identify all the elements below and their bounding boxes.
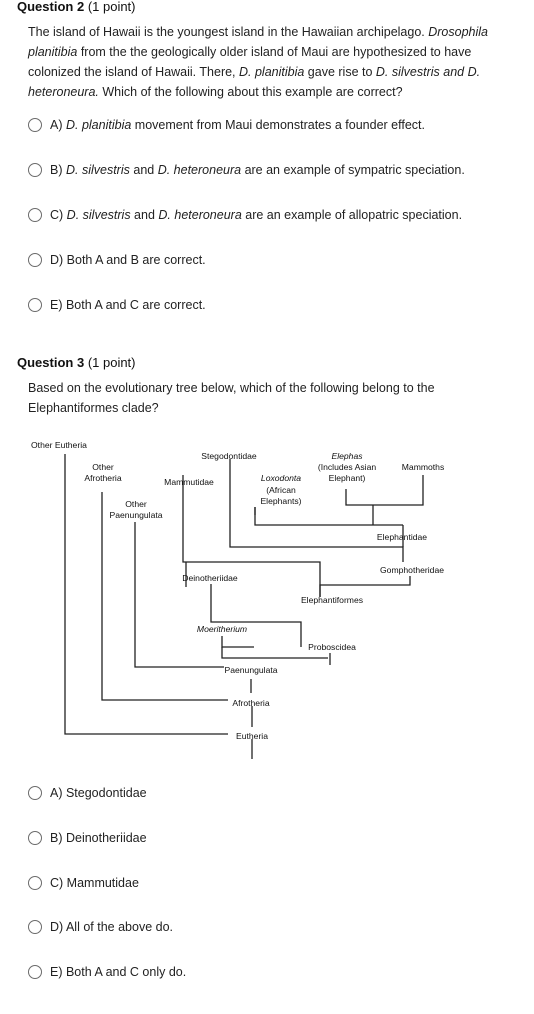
label-other-afrotheria-1: Other — [92, 462, 114, 472]
label-deinotheriidae: Deinotheriidae — [182, 573, 238, 583]
label-loxodonta-3: Elephants) — [260, 496, 302, 506]
branch-loxodonta — [255, 507, 403, 525]
label-eutheria: Eutheria — [235, 731, 269, 741]
label-other-eutheria: Other Eutheria — [31, 440, 87, 450]
label-elephas-1: Elephas — [331, 451, 363, 461]
radio-button[interactable] — [28, 965, 42, 979]
question-3-title: Question 3 — [17, 355, 85, 370]
option-label: D) All of the above do. — [50, 920, 173, 934]
stem-line: Elephantiformes clade? — [28, 401, 159, 415]
label-other-paenungulata-2: Paenungulata — [109, 510, 163, 520]
label-gomphotheridae: Gomphotheridae — [379, 565, 445, 575]
radio-button[interactable] — [28, 118, 42, 132]
q2-option-c[interactable] — [28, 208, 462, 222]
q3-option-d[interactable] — [28, 920, 173, 934]
q3-option-e[interactable] — [28, 965, 186, 979]
q3-option-a[interactable] — [28, 786, 147, 800]
label-loxodonta-1: Loxodonta — [260, 473, 302, 483]
option-label: B) D. silvestris and D. heteroneura are an example of sympatric speciation. — [50, 163, 465, 177]
q2-option-d[interactable] — [28, 253, 206, 267]
radio-button[interactable] — [28, 786, 42, 800]
label-proboscidea: Proboscidea — [308, 642, 356, 652]
option-label: C) Mammutidae — [50, 876, 139, 890]
label-mammutidae: Mammutidae — [164, 477, 214, 487]
branch-deinotheriidae — [211, 584, 301, 647]
branch-other-eutheria — [65, 454, 228, 734]
label-elephantiformes: Elephantiformes — [300, 595, 364, 605]
label-moeritherium: Moeritherium — [196, 624, 248, 634]
label-other-afrotheria-2: Afrotheria — [84, 473, 122, 483]
radio-button[interactable] — [28, 163, 42, 177]
q2-option-a[interactable] — [28, 118, 425, 132]
option-label: A) D. planitibia movement from Maui demonstrates a founder effect. — [50, 118, 425, 132]
question-3-header — [17, 355, 136, 370]
label-loxodonta-2: (African — [266, 485, 296, 495]
option-label: A) Stegodontidae — [50, 786, 147, 800]
label-other-paenungulata-1: Other — [125, 499, 147, 509]
q3-option-c[interactable] — [28, 876, 139, 890]
branch-stegodontidae — [230, 459, 403, 562]
stem-line: heteroneura. Which of the following about this example are correct? — [28, 85, 403, 99]
radio-button[interactable] — [28, 876, 42, 890]
radio-button[interactable] — [28, 831, 42, 845]
option-label: E) Both A and C are correct. — [50, 298, 206, 312]
option-label: B) Deinotheriidae — [50, 831, 147, 845]
label-elephas-2: (Includes Asian — [317, 462, 377, 472]
branch-moeritherium — [222, 636, 254, 647]
question-2-header — [17, 0, 136, 14]
label-mammoths: Mammoths — [401, 462, 445, 472]
option-label: E) Both A and C only do. — [50, 965, 187, 979]
q3-option-b[interactable] — [28, 831, 147, 845]
q2-option-b[interactable] — [28, 163, 465, 177]
branch-gomphotheridae — [320, 576, 410, 597]
label-paenungulata: Paenungulata — [224, 665, 278, 675]
option-label: C) D. silvestris and D. heteroneura are an example of allopatric speciation. — [50, 208, 463, 222]
option-label: D) Both A and B are correct. — [50, 253, 206, 267]
radio-button[interactable] — [28, 298, 42, 312]
evolutionary-tree-diagram — [28, 437, 468, 767]
stem-line: Based on the evolutionary tree below, which of the following belong to the — [28, 381, 435, 395]
stem-line: colonized the island of Hawaii. There, D. planitibia gave rise to D. silvestris and D. — [28, 65, 481, 79]
label-elephantidae: Elephantidae — [376, 532, 428, 542]
label-afrotheria: Afrotheria — [232, 698, 270, 708]
branch-other-afrotheria — [102, 492, 228, 700]
stem-line: planitibia from the the geologically older island of Maui are hypothesized to have — [28, 45, 472, 59]
question-2-stem — [28, 22, 508, 102]
q2-option-e[interactable] — [28, 298, 206, 312]
stem-line: The island of Hawaii is the youngest island in the Hawaiian archipelago. Drosophila — [28, 25, 488, 39]
radio-button[interactable] — [28, 253, 42, 267]
label-stegodontidae: Stegodontidae — [201, 451, 257, 461]
radio-button[interactable] — [28, 920, 42, 934]
question-2-title: Question 2 — [17, 0, 85, 14]
question-2-points: (1 point) — [87, 0, 136, 14]
question-3-points: (1 point) — [87, 355, 136, 370]
label-elephas-3: Elephant) — [328, 473, 366, 483]
question-3-stem — [28, 378, 508, 418]
radio-button[interactable] — [28, 208, 42, 222]
